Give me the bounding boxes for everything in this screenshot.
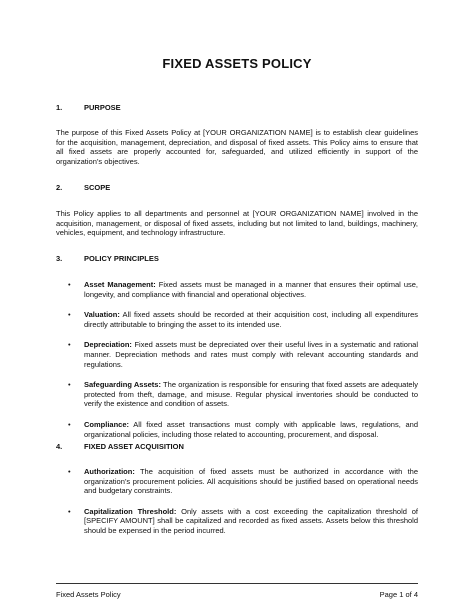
policy-principles-list xyxy=(56,280,418,439)
list-item xyxy=(56,310,418,329)
purpose-paragraph: The purpose of this Fixed Assets Policy at [YOUR ORGANIZATION NAME] is to establish clear guidelines for the acquisition, management, depreciation, and disposal of fixed assets. This Policy aims to ensure that all fixed assets are properly accounted for, safeguarded, and utilized efficiently in support of the organization’s objectives. xyxy=(56,128,418,166)
section-heading-policy-principles xyxy=(56,254,159,263)
item-term: Valuation: xyxy=(84,310,120,320)
item-text: The acquisition of fixed assets must be authorized in accordance with the organization’s procurement policies. All acquisitions should be justified based on operational needs and budgetary constraints. xyxy=(84,467,418,496)
section-title: POLICY PRINCIPLES xyxy=(84,254,159,263)
item-text: Only assets with a cost exceeding the capitalization threshold of [SPECIFY AMOUNT] shall be capitalized and recorded as fixed assets. Assets below this threshold should be expensed in the period incurred. xyxy=(84,506,418,535)
footer-document-name: Fixed Assets Policy xyxy=(56,590,121,599)
section-title: PURPOSE xyxy=(84,103,121,112)
bullet-icon: • xyxy=(68,380,71,390)
scope-paragraph: This Policy applies to all departments and personnel at [YOUR ORGANIZATION NAME] involved in the acquisition, management, or disposal of fixed assets, including but not limited to land, buildings, machinery, vehicles, equipment, and technology infrastructure. xyxy=(56,209,418,238)
document-title: FIXED ASSETS POLICY xyxy=(162,56,312,71)
list-item xyxy=(56,280,418,299)
footer-page-number: Page 1 of 4 xyxy=(379,590,418,599)
bullet-icon: • xyxy=(68,340,71,350)
list-item xyxy=(56,420,418,439)
fixed-asset-acquisition-list xyxy=(56,467,418,536)
item-text: The organization is responsible for ensuring that fixed assets are adequately protected from theft, damage, and misuse. Regular physical inventories should be conducted to verify the existence and condition of assets. xyxy=(84,380,418,409)
section-number: 4. xyxy=(56,442,63,451)
item-text: All fixed asset transactions must comply with applicable laws, regulations, and organizational policies, including those related to accounting, procurement, and disposal. xyxy=(84,419,418,439)
item-text: Fixed assets must be managed in a manner that ensures their optimal use, longevity, and compliance with financial and operational objectives. xyxy=(84,280,419,299)
section-heading-purpose xyxy=(56,103,121,112)
section-number: 2. xyxy=(56,183,63,192)
section-heading-fixed-asset-acquisition xyxy=(56,442,184,451)
section-number: 3. xyxy=(56,254,63,263)
item-term: Safeguarding Assets: xyxy=(84,380,161,390)
list-item xyxy=(56,380,418,409)
item-term: Capitalization Threshold: xyxy=(84,506,177,516)
list-item xyxy=(56,340,418,369)
footer-divider xyxy=(56,583,418,584)
bullet-icon: • xyxy=(68,280,71,289)
list-item xyxy=(56,467,418,496)
section-heading-scope xyxy=(56,183,110,192)
item-text: Fixed assets must be depreciated over their useful lives in a systematic and rational manner. Depreciation methods and rates must comply with relevant accounting standards and regulations. xyxy=(84,340,418,369)
list-item xyxy=(56,507,418,536)
item-term: Compliance: xyxy=(84,419,130,429)
section-title: SCOPE xyxy=(84,183,111,192)
item-term: Depreciation: xyxy=(84,340,132,350)
bullet-icon: • xyxy=(68,419,71,429)
section-title: FIXED ASSET ACQUISITION xyxy=(84,442,184,451)
section-number: 1. xyxy=(56,103,63,112)
item-term: Asset Management: xyxy=(84,280,156,289)
bullet-icon: • xyxy=(68,310,71,320)
item-text: All fixed assets should be recorded at their acquisition cost, including all expenditures directly attributable to bringing the asset to its intended use. xyxy=(84,310,418,329)
bullet-icon: • xyxy=(68,506,71,516)
bullet-icon: • xyxy=(68,467,71,476)
item-term: Authorization: xyxy=(84,467,135,476)
